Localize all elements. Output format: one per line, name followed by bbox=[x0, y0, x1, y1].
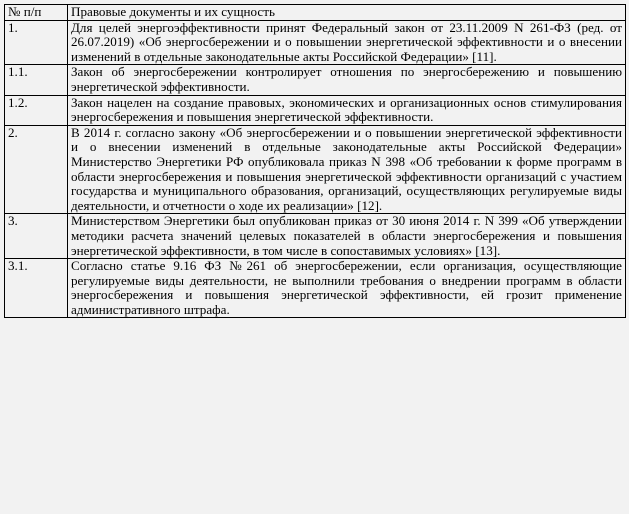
row-number: 2. bbox=[5, 125, 68, 214]
row-text: В 2014 г. согласно закону «Об энергосбережении и о повышении энергетической эффективности и о внесении изменений в отдельные законодательные акты Российской Федерации» Министерство Энергетики РФ опубликовала приказ N 398 «Об требовании к форме программ в области энергосбережения и повышения энергетической эффективности организаций с участием государства и муниципального образования, организаций, осуществляющих регулируемые виды деятельности, и отчетности о ходе их реализации» [12]. bbox=[68, 125, 626, 214]
table-row bbox=[5, 95, 626, 125]
row-number: 3. bbox=[5, 214, 68, 259]
row-text: Министерством Энергетики был опубликован приказ от 30 июня 2014 г. N 399 «Об утверждении методики расчета значений целевых показателей в области энергосбережения и повышения энергетической эффективности, в том числе в сопоставимых условиях» [13]. bbox=[68, 214, 626, 259]
row-text: Согласно статье 9.16 ФЗ №261 об энергосбережении, если организация, осуществляющие регулируемые виды деятельности, не выполнили требования о внедрении программ в области энергосбережения и повышения энергетической эффективности, ей грозит применение административного штрафа. bbox=[68, 259, 626, 318]
row-number: 3.1. bbox=[5, 259, 68, 318]
row-text: Для целей энергоэффективности принят Федеральный закон от 23.11.2009 N 261-ФЗ (ред. от 26.07.2019) «Об энергосбережении и о повышении энергетической эффективности и о внесении изменений в отдельные законодательные акты Российской Федерации» [11]. bbox=[68, 20, 626, 65]
table-row bbox=[5, 65, 626, 95]
table-row bbox=[5, 20, 626, 65]
table-row bbox=[5, 259, 626, 318]
row-number: 1. bbox=[5, 20, 68, 65]
row-number: 1.2. bbox=[5, 95, 68, 125]
row-text: Закон нацелен на создание правовых, экономических и организационных основ стимулирования энергосбережения и повышения энергетической эффективности. bbox=[68, 95, 626, 125]
table-row bbox=[5, 125, 626, 214]
header-title-cell: Правовые документы и их сущность bbox=[68, 5, 626, 21]
row-text: Закон об энергосбережении контролирует отношения по энергосбережению и повышению энергетической эффективности. bbox=[68, 65, 626, 95]
table-header-row bbox=[5, 5, 626, 21]
row-number: 1.1. bbox=[5, 65, 68, 95]
header-number-cell: № п/п bbox=[5, 5, 68, 21]
table-row bbox=[5, 214, 626, 259]
legal-documents-table bbox=[4, 4, 626, 318]
